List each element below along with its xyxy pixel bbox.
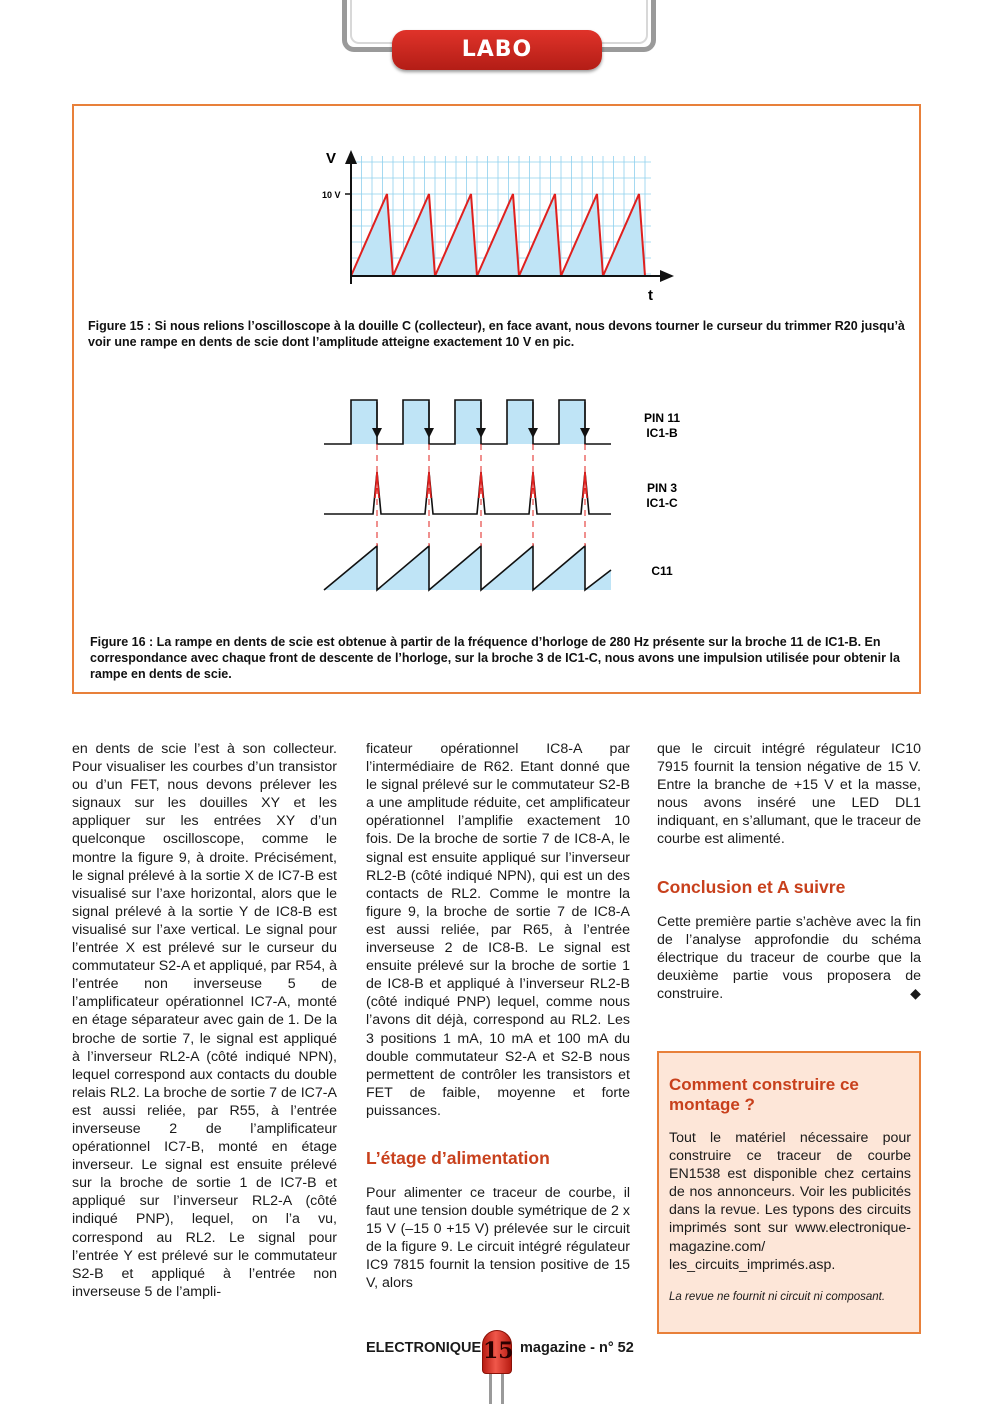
page-footer xyxy=(0,1338,992,1404)
figures-drawing xyxy=(74,106,923,696)
trace-label-ic1b: IC1-B xyxy=(646,426,678,440)
pulse-peak xyxy=(479,472,483,498)
text-column-2 xyxy=(366,740,630,1293)
figure15-y-tick-label: 10 V xyxy=(322,190,341,200)
column2-paragraph-2: Pour alimenter ce traceur de courbe, il faut une tension double symétrique de 2 x 15 V (–15 0 +15 V) prélevée sur le circuit de la figure 9. Le circuit intégré régulateur IC9 7815 fournit la tension positive de 15 V, alors xyxy=(366,1184,630,1292)
pulse-peak xyxy=(583,472,587,498)
page-number-led-icon xyxy=(482,1330,512,1374)
trace-label-pin11: PIN 11 xyxy=(643,411,681,425)
trace-label-pin3: PIN 3 xyxy=(646,481,678,495)
text-column-3 xyxy=(657,740,921,1003)
figure15-chart xyxy=(322,150,674,304)
pulse-peak xyxy=(427,472,431,498)
column3-conclusion-text: Cette première partie s’achève avec la fin de l’analyse approfondie du schéma électrique du traceur de courbe que la deuxième partie vous proposera de construire. xyxy=(657,913,921,1002)
sidebar-note: La revue ne fournit ni circuit ni composant. xyxy=(669,1290,886,1303)
clock-high-fill xyxy=(351,400,377,444)
column3-paragraph-1: que le circuit intégré régulateur IC10 7915 fournit la tension négative de 15 V. Entre la branche de +15 V et la masse, nous avons inséré une LED DL1 indiquant, en s’allumant, que le traceur de courbe est alimenté. xyxy=(657,741,921,848)
pulse-peak xyxy=(375,472,379,498)
column1-paragraph: en dents de scie l’est à son collecteur. Pour visualiser les courbes d’un transistor ou d’un FET, nous devons prélever les signaux sur les douilles XY et les appliquer sur les entrées XY d’un quelconque oscilloscope, comme le montre la figure 9, à droite. Précisément, le signal prélevé à la sortie X de IC7-B est visualisé sur l’axe horizontal, alors que le signal prélevé à la sortie Y de IC8-B est visualisé sur l’axe vertical. Le signal pour l’entrée X est prélevé sur le curseur du commutateur S2-A et appliqué, par R54, à l’entrée non inverseuse 5 de l’amplificateur opérationnel IC7-A, monté en étage séparateur avec gain de 1. De la broche de sortie 7, le signal est appliqué à l’inverseur RL2-A (côté indiqué NPN), lequel correspond aux contacts du double relais RL2. La broche de sortie 7 de IC7-A est aussi reliée, par R55, à l’entrée inverseuse 2 de l’amplificateur opérationnel IC7-B, monté en étage inverseur. Le signal est ensuite prélevé sur la broche de sortie 1 de IC7-B et appliqué sur l’inverseur RL2-A (côté indiqué PNP), lequel, on l’a vu, correspond au RL2. Le signal pour l’entrée Y est prélevé sur le commutateur S2-B et appliqué à l’entrée non inverseuse 5 de l’ampli- xyxy=(72,741,337,1300)
sidebar-title: Comment construire ce montage ? xyxy=(669,1075,859,1114)
footer-issue: magazine - n° 52 xyxy=(520,1340,634,1356)
figure15-caption: Figure 15 : Si nous relions l’oscilloscope à la douille C (collecteur), en face avant, nous devons tourner le curseur du trimmer R20 jusqu’à voir une rampe en dents de scie dont l’amplitude atteigne exactement 10 V en pic. xyxy=(88,319,905,349)
figure16-chart xyxy=(324,400,680,590)
page-number: 15 xyxy=(483,1338,514,1364)
section-heading-alimentation: L’étage d’alimentation xyxy=(366,1147,550,1168)
figure16-pulse-trace xyxy=(324,472,611,514)
column2-paragraph-1: ficateur opérationnel IC8-A par l’intermédiaire de R62. Etant donné que le signal prélevé sur le commutateur S2-B a une amplitude réduite, cet amplificateur opérationnel l’amplifie exactement 10 fois. De la broche de sortie 7 de IC8-A, le signal est ensuite appliqué sur l’inverseur RL2-B (côté indiqué NPN), qui est un des contacts de RL2. Comme le montre la figure 9, la broche de sortie 7 de IC8-A est aussi reliée, par R65, à l’entrée inverseuse 2 de IC8-B. Le signal est ensuite prélevé sur la broche de sortie 1 de IC8-B et appliqué à l’inverseur RL2-B (côté indiqué PNP) lequel, comme nous l’avons dit déjà, correspond au RL2. Les 3 positions 1 mA, 10 mA et 100 mA du double commutateur S2-A et S2-B nous permettent de contrôler les transistors et FET de faible, moyenne et forte puissances. xyxy=(366,741,630,1119)
sidebar-text: Tout le matériel nécessaire pour construire ce traceur de courbe EN1538 est disponible chez certains de nos annonceurs. Voir les publicités dans la revue. Les typons des circuits imprimés sont sur www.electronique-magazine.com/ les_circuits_imprimés.asp. xyxy=(669,1130,911,1273)
led-leg-right xyxy=(501,1374,504,1404)
trace-label-c11: C11 xyxy=(651,564,673,578)
clock-high-fill xyxy=(507,400,533,444)
clock-high-fill xyxy=(559,400,585,444)
figure16-ramp-fill xyxy=(324,546,611,590)
clock-high-fill xyxy=(403,400,429,444)
led-leg-left xyxy=(489,1374,492,1404)
end-of-article-mark: ◆ xyxy=(910,985,921,1002)
figure-box xyxy=(72,104,921,694)
column3-paragraph-2 xyxy=(657,913,921,1003)
trace-label-ic1c: IC1-C xyxy=(646,496,678,510)
figure16-caption: Figure 16 : La rampe en dents de scie est obtenue à partir de la fréquence d’horloge de 280 Hz présente sur la broche 11 de IC1-B. En correspondance avec chaque front de descente de l’horloge, sur la broche 3 de IC1-C, nous avons une impulsion utilisée pour obtenir la rampe en dents de scie. xyxy=(90,635,900,681)
figure16-clock-fill xyxy=(351,400,585,444)
footer-magazine-name: ELECTRONIQUE xyxy=(366,1340,482,1356)
section-heading-conclusion: Conclusion et A suivre xyxy=(657,876,846,897)
figure16-pulse-peaks xyxy=(375,472,587,498)
info-sidebar xyxy=(657,1051,921,1334)
figure15-y-arrow xyxy=(345,150,357,164)
figure16-sync-dashes xyxy=(377,444,585,546)
figure15-x-axis-label: t xyxy=(648,287,653,304)
figure15-x-arrow xyxy=(660,270,674,282)
figure15-y-axis-label: V xyxy=(326,150,337,167)
pulse-peak xyxy=(531,472,535,498)
clock-high-fill xyxy=(455,400,481,444)
text-column-1 xyxy=(72,740,337,1301)
section-tab: LABO xyxy=(392,30,602,70)
